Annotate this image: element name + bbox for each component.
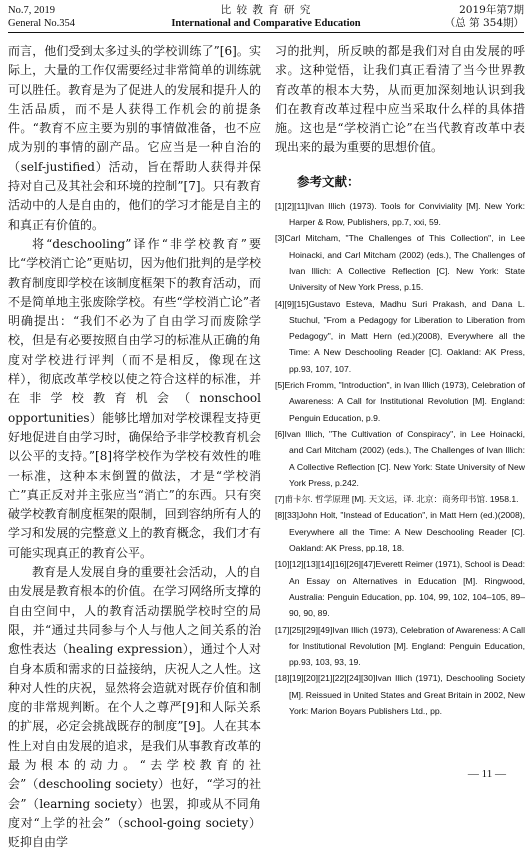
body-paragraph-2: 将“deschooling”译作“非学校教育”要比“学校消亡论”更贴切，因为他们批判的是学校教育制度即学校在该制度框架下的教育活动，而不是简单地主张废除学校。有些“学校消亡论”者明确提出：“我们不必为了自由学习而废除学校，但是有必要按照自由学习的标准从正确的角度对学校进行评判（而不是相反，像现在这样），彻底改革学校以使之符合这样的标准，并在非学校教育机会（nonschool opportunities）能够比增加对学校课程支持更好地促进自由学习时，确保给予非学校教育机会以公平的支持。”[8]将学校作为学校有效性的唯一标准，这种本末倒置的做法，才是“学校消亡”真正反对并主张应当“消亡”的东西。只有突破学校教育制度框架的限制，回到容纳所有人的学习和发展的完整意义上的教育概念，我们才有可能实现真正的教育公平。 [8, 236, 261, 560]
reference-item: [3]Carl Mitcham, "The Challenges of This Collection", in Lee Hoinacki, and Carl Mitcham (2002) (eds.), The Challenges of Ivan Illich: A Collective Reflection [C]. New York: State University of New York Press, p.15. [275, 233, 525, 293]
reference-item: [5]Erich Fromm, "Introduction", in Ivan Illich (1973), Celebration of Awareness: A Call for Institutional Revolution [M]. England: Penguin Education, p.9. [275, 380, 525, 423]
reference-item: [8][33]John Holt, "Instead of Education", in Matt Hern (ed.)(2008), Everywhere all the Time: A New Deschooling Reader [C]. Oakland: AK Press, pp.18, 18. [275, 510, 525, 554]
journal-title-cn: 比 较 教 育 研 究 [220, 4, 312, 16]
page-header [8, 4, 524, 34]
journal-title-en: International and Comparative Education [171, 18, 361, 29]
reference-item: [18][19][20][21][22][24][30]Ivan Illich (1971), Deschooling Society [M]. Reissued in United States and Great Britain in 2002, New York: Marion Boyars Publishers Ltd., pp. [275, 673, 525, 716]
general-number-right: （总 第 354期） [444, 17, 524, 29]
reference-item: [7]甫卡尔. 哲学原理 [M]. 天文运，译. 北京：商务印书馆. 1958.1. [275, 494, 519, 505]
reference-list [275, 198, 525, 720]
reference-item: [10][12][13][14][16][26][47]Everett Reimer (1971), School is Dead: An Essay on Alternatives in Education [M]. Ringwood, Australia: Penguin Education, pp. 104, 99, 102, 104–105, 89–90, 90, 89. [275, 559, 525, 619]
body-paragraph-1: 而言，他们受到太多过头的学校训练了”[6]。实际上，大量的工作仅需要经过非常简单的训练就可以胜任。教育是为了促进人的发展和提升人的生活品质，而不是人获得工作机会的前提条件。“教育不应主要为别的事情做准备，也不应成为别的事情的副产品。它应当是一种自治的（self-justified）活动，旨在帮助人获得并保持对自己及其社会和环境的控制”[7]。只有教育活动中的人是自由的，他们的学习才能是自主的和真正有价值的。 [8, 44, 261, 232]
general-number-left: General No.354 [8, 18, 76, 29]
reference-item: [1][2][11]Ivan Illich (1973). Tools for Conviviality [M]. New York: Harper & Row, Publishers, pp.7, xxi, 59. [275, 200, 525, 228]
left-column [8, 42, 261, 852]
header-right [445, 4, 524, 30]
issue-label-right: 2019年第7期 [459, 4, 524, 16]
reference-item: [17][25][29][49]Ivan Illich (1973), Celebration of Awareness: A Call for Institutional Revolution [M]. England: Penguin Education, pp.93, 103, 93, 19. [275, 624, 525, 668]
right-column [275, 42, 525, 719]
body-paragraph-continued: 习的批判，所反映的都是我们对自由发展的呼求。这种觉悟，让我们真正看清了当今世界教育改革的根本大势，从而更加深刻地认识到我们在教育改革过程中应当采取什么样的具体措施。这也是“学校消亡论”在当代教育改革中表现出来的最为重要的思想价值。 [275, 44, 525, 155]
reference-item: [6]Ivan Illich, "The Cultivation of Conspiracy", in Lee Hoinacki, and Carl Mitcham (2002) (eds.), The Challenges of Ivan Illich: A Collective Reflection [C]. New York: State University of New York Press, p.242. [275, 428, 525, 488]
issue-label-left: No.7, 2019 [8, 5, 55, 16]
header-rule [8, 32, 524, 33]
body-paragraph-3: 教育是人发展自身的重要社会活动，人的自由发展是教育根本的价值。在学习网络所支撑的自由空间中，人的教育活动摆脱学校时空的局限，并“通过共同参与个人与他人之间关系的治愈性表达（healing expression），通过个人对自身本质和需求的日益接纳，庆祝人之人性。这种对人性的庆祝，显然将会造就对既存价值和制度的非常规判断。在个人之尊严[9]和人际关系的扩展，必定会挑战既存的制度”[9]。人在其本性上对自由发展的追求，是我们从事教育改革的最为根本的动力。“去学校教育的社会”（deschooling society）也好，“学习的社会”（learning society）也罢，抑或从不同角度对“上学的社会”（school-going society）贬抑自由学 [8, 565, 261, 850]
references-heading: 参考文献： [297, 173, 360, 189]
page-number: — 11 — [467, 768, 506, 780]
reference-item: [4][9][15]Gustavo Esteva, Madhu Suri Prakash, and Dana L. Stuchul, "From a Pedagogy for Liberation to Liberation from Pedagogy", in Matt Hern (ed.)(2008), Everywhere all the Time: A New Deschooling Reader [C]. Oakland: AK Press, pp.93, 107, 107. [275, 298, 525, 374]
